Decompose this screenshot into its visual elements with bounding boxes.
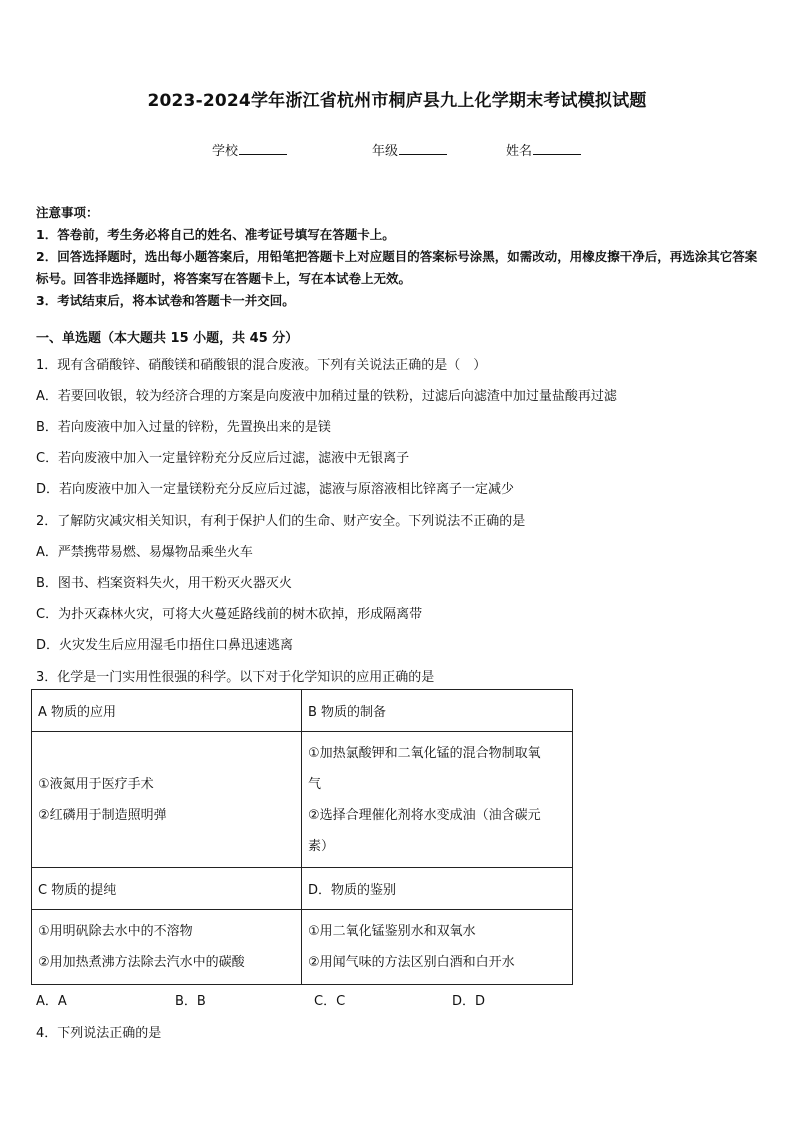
q1-option-c: C．若向废液中加入一定量锌粉充分反应后过滤，滤液中无银离子 (36, 451, 410, 466)
table-cell-b-body (302, 732, 573, 868)
table-line: ②红磷用于制造照明弹 (38, 807, 167, 823)
school-label: 学校 (212, 144, 239, 159)
table-line: 素） (308, 838, 335, 854)
note-item: 1．答卷前，考生务必将自己的姓名、准考证号填写在答题卡上。 (36, 227, 395, 242)
table-line: ①液氮用于医疗手术 (38, 776, 154, 792)
table-line: ①用二氧化锰鉴别水和双氧水 (308, 924, 476, 939)
table-line: ①用明矾除去水中的不溶物 (38, 924, 193, 939)
section-heading: 一、单选题（本大题共 15 小题，共 45 分） (36, 331, 299, 346)
question-2-stem: 2．了解防灾减灾相关知识，有利于保护人们的生命、财产安全。下列说法不正确的是 (36, 514, 526, 529)
q1-option-a: A．若要回收银，较为经济合理的方案是向废液中加稍过量的铁粉，过滤后向滤渣中加过量盐酸再过滤 (36, 389, 617, 404)
table-cell-c-body (32, 910, 302, 985)
q3-table (31, 689, 573, 985)
question-1-stem: 1．现有含硝酸锌、硝酸镁和硝酸银的混合废液。下列有关说法正确的是（ ） (36, 358, 487, 373)
q3-choice-a[interactable]: A．A (36, 994, 67, 1009)
table-cell-a-head: A 物质的应用 (32, 690, 302, 732)
q2-option-a: A．严禁携带易燃、易爆物品乘坐火车 (36, 545, 253, 560)
school-field[interactable] (212, 140, 287, 159)
table-line: ②选择合理催化剂将水变成油（油含碳元 (308, 807, 541, 823)
note-item: 3．考试结束后，将本试卷和答题卡一并交回。 (36, 293, 295, 308)
q1-option-d: D．若向废液中加入一定量镁粉充分反应后过滤，滤液与原溶液相比锌离子一定减少 (36, 482, 515, 497)
table-cell-d-body (302, 910, 573, 985)
student-info-row (0, 140, 794, 160)
q2-option-d: D．火灾发生后应用湿毛巾捂住口鼻迅速逃离 (36, 638, 294, 653)
table-line: 气 (308, 776, 322, 792)
name-field[interactable] (506, 140, 581, 159)
exam-notes (36, 202, 761, 312)
q1-option-b: B．若向废液中加入过量的锌粉，先置换出来的是镁 (36, 420, 331, 435)
table-cell-c-head: C 物质的提纯 (32, 868, 302, 910)
note-item: 2．回答选择题时，选出每小题答案后，用铅笔把答题卡上对应题目的答案标号涂黑，如需改动，用橡皮擦干净后，再选涂其它答案标号。回答非选择题时，将答案写在答题卡上，写在本试卷上无效。 (36, 249, 758, 286)
grade-label: 年级 (372, 144, 399, 159)
table-line: ①加热氯酸钾和二氧化锰的混合物制取氧 (308, 745, 541, 761)
notes-heading: 注意事项： (36, 205, 99, 220)
table-cell-a-body (32, 732, 302, 868)
question-4-stem: 4．下列说法正确的是 (36, 1026, 162, 1041)
grade-field[interactable] (372, 140, 447, 159)
exam-title: 2023-2024学年浙江省杭州市桐庐县九上化学期末考试模拟试题 (147, 91, 647, 111)
q3-choices (36, 990, 556, 1008)
table-line: ②用加热煮沸方法除去汽水中的碳酸 (38, 955, 245, 970)
q2-option-b: B．图书、档案资料失火，用干粉灭火器灭火 (36, 576, 292, 591)
q3-choice-b[interactable]: B．B (175, 994, 206, 1009)
q2-option-c: C．为扑灭森林火灾，可将大火蔓延路线前的树木砍掉，形成隔离带 (36, 607, 423, 622)
question-3-stem: 3．化学是一门实用性很强的科学。以下对于化学知识的应用正确的是 (36, 670, 435, 685)
table-cell-b-head: B 物质的制备 (302, 690, 573, 732)
table-line: ②用闻气味的方法区别白酒和白开水 (308, 955, 515, 970)
name-label: 姓名 (506, 144, 533, 159)
q3-choice-d[interactable]: D．D (452, 994, 486, 1009)
table-cell-d-head: D．物质的鉴别 (302, 868, 573, 910)
q3-choice-c[interactable]: C．C (314, 994, 346, 1009)
